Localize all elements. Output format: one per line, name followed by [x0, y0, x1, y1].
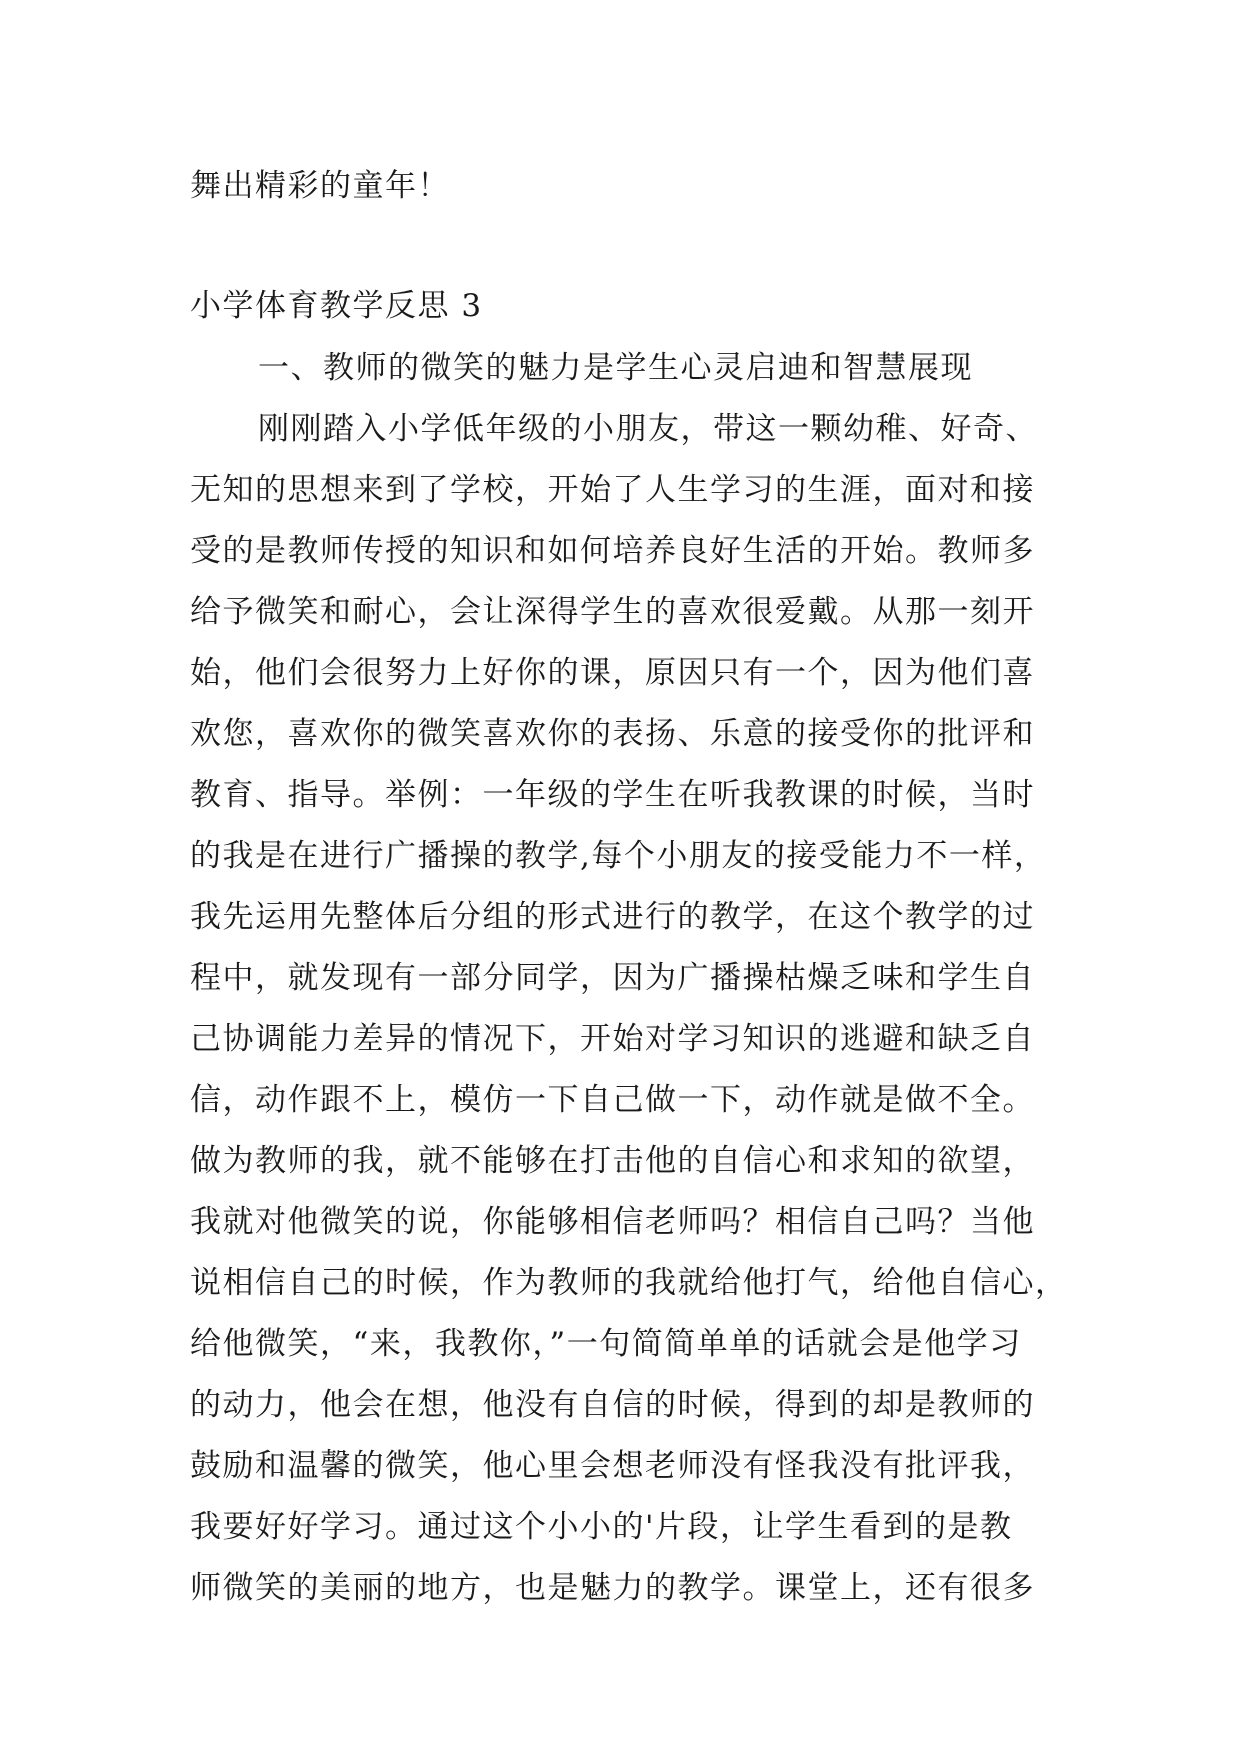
paragraph-line: 程中，就发现有一部分同学，因为广播操枯燥乏味和学生自 — [190, 960, 1035, 996]
paragraph-line: 我要好好学习。通过这个小小的'片段，让学生看到的是教 — [190, 1509, 1013, 1545]
section-title: 一、教师的微笑的魅力是学生心灵启迪和智慧展现 — [258, 350, 973, 386]
paragraph-line: 刚刚踏入小学低年级的小朋友，带这一颗幼稚、好奇、 — [258, 411, 1038, 447]
page-heading: 小学体育教学反思 3 — [190, 288, 483, 324]
paragraph-line: 教育、指导。举例：一年级的学生在听我教课的时候，当时 — [190, 777, 1035, 813]
paragraph-line: 做为教师的我，就不能够在打击他的自信心和求知的欲望， — [190, 1143, 1035, 1179]
paragraph-line: 的我是在进行广播操的教学,每个小朋友的接受能力不一样， — [190, 838, 1047, 874]
paragraph-line: 师微笑的美丽的地方，也是魅力的教学。课堂上，还有很多 — [190, 1570, 1035, 1606]
continuation-line: 舞出精彩的童年！ — [190, 168, 450, 204]
paragraph-line: 己协调能力差异的情况下，开始对学习知识的逃避和缺乏自 — [190, 1021, 1035, 1057]
paragraph-line: 始，他们会很努力上好你的课，原因只有一个，因为他们喜 — [190, 655, 1035, 691]
paragraph-line: 我就对他微笑的说，你能够相信老师吗？相信自己吗？当他 — [190, 1204, 1035, 1240]
paragraph-line: 鼓励和温馨的微笑，他心里会想老师没有怪我没有批评我， — [190, 1448, 1035, 1484]
paragraph-line: 欢您，喜欢你的微笑喜欢你的表扬、乐意的接受你的批评和 — [190, 716, 1035, 752]
paragraph-line: 给他微笑，“来，我教你，”一句简简单单的话就会是他学习 — [190, 1326, 1022, 1362]
paragraph-line: 信，动作跟不上，模仿一下自己做一下，动作就是做不全。 — [190, 1082, 1035, 1118]
paragraph-line: 无知的思想来到了学校，开始了人生学习的生涯，面对和接 — [190, 472, 1035, 508]
paragraph-line: 给予微笑和耐心，会让深得学生的喜欢很爱戴。从那一刻开 — [190, 594, 1035, 630]
paragraph-line: 受的是教师传授的知识和如何培养良好生活的开始。教师多 — [190, 533, 1035, 569]
paragraph-line: 说相信自己的时候，作为教师的我就给他打气，给他自信心， — [190, 1265, 1068, 1301]
paragraph-line: 的动力，他会在想，他没有自信的时候，得到的却是教师的 — [190, 1387, 1035, 1423]
paragraph-line: 我先运用先整体后分组的形式进行的教学，在这个教学的过 — [190, 899, 1035, 935]
